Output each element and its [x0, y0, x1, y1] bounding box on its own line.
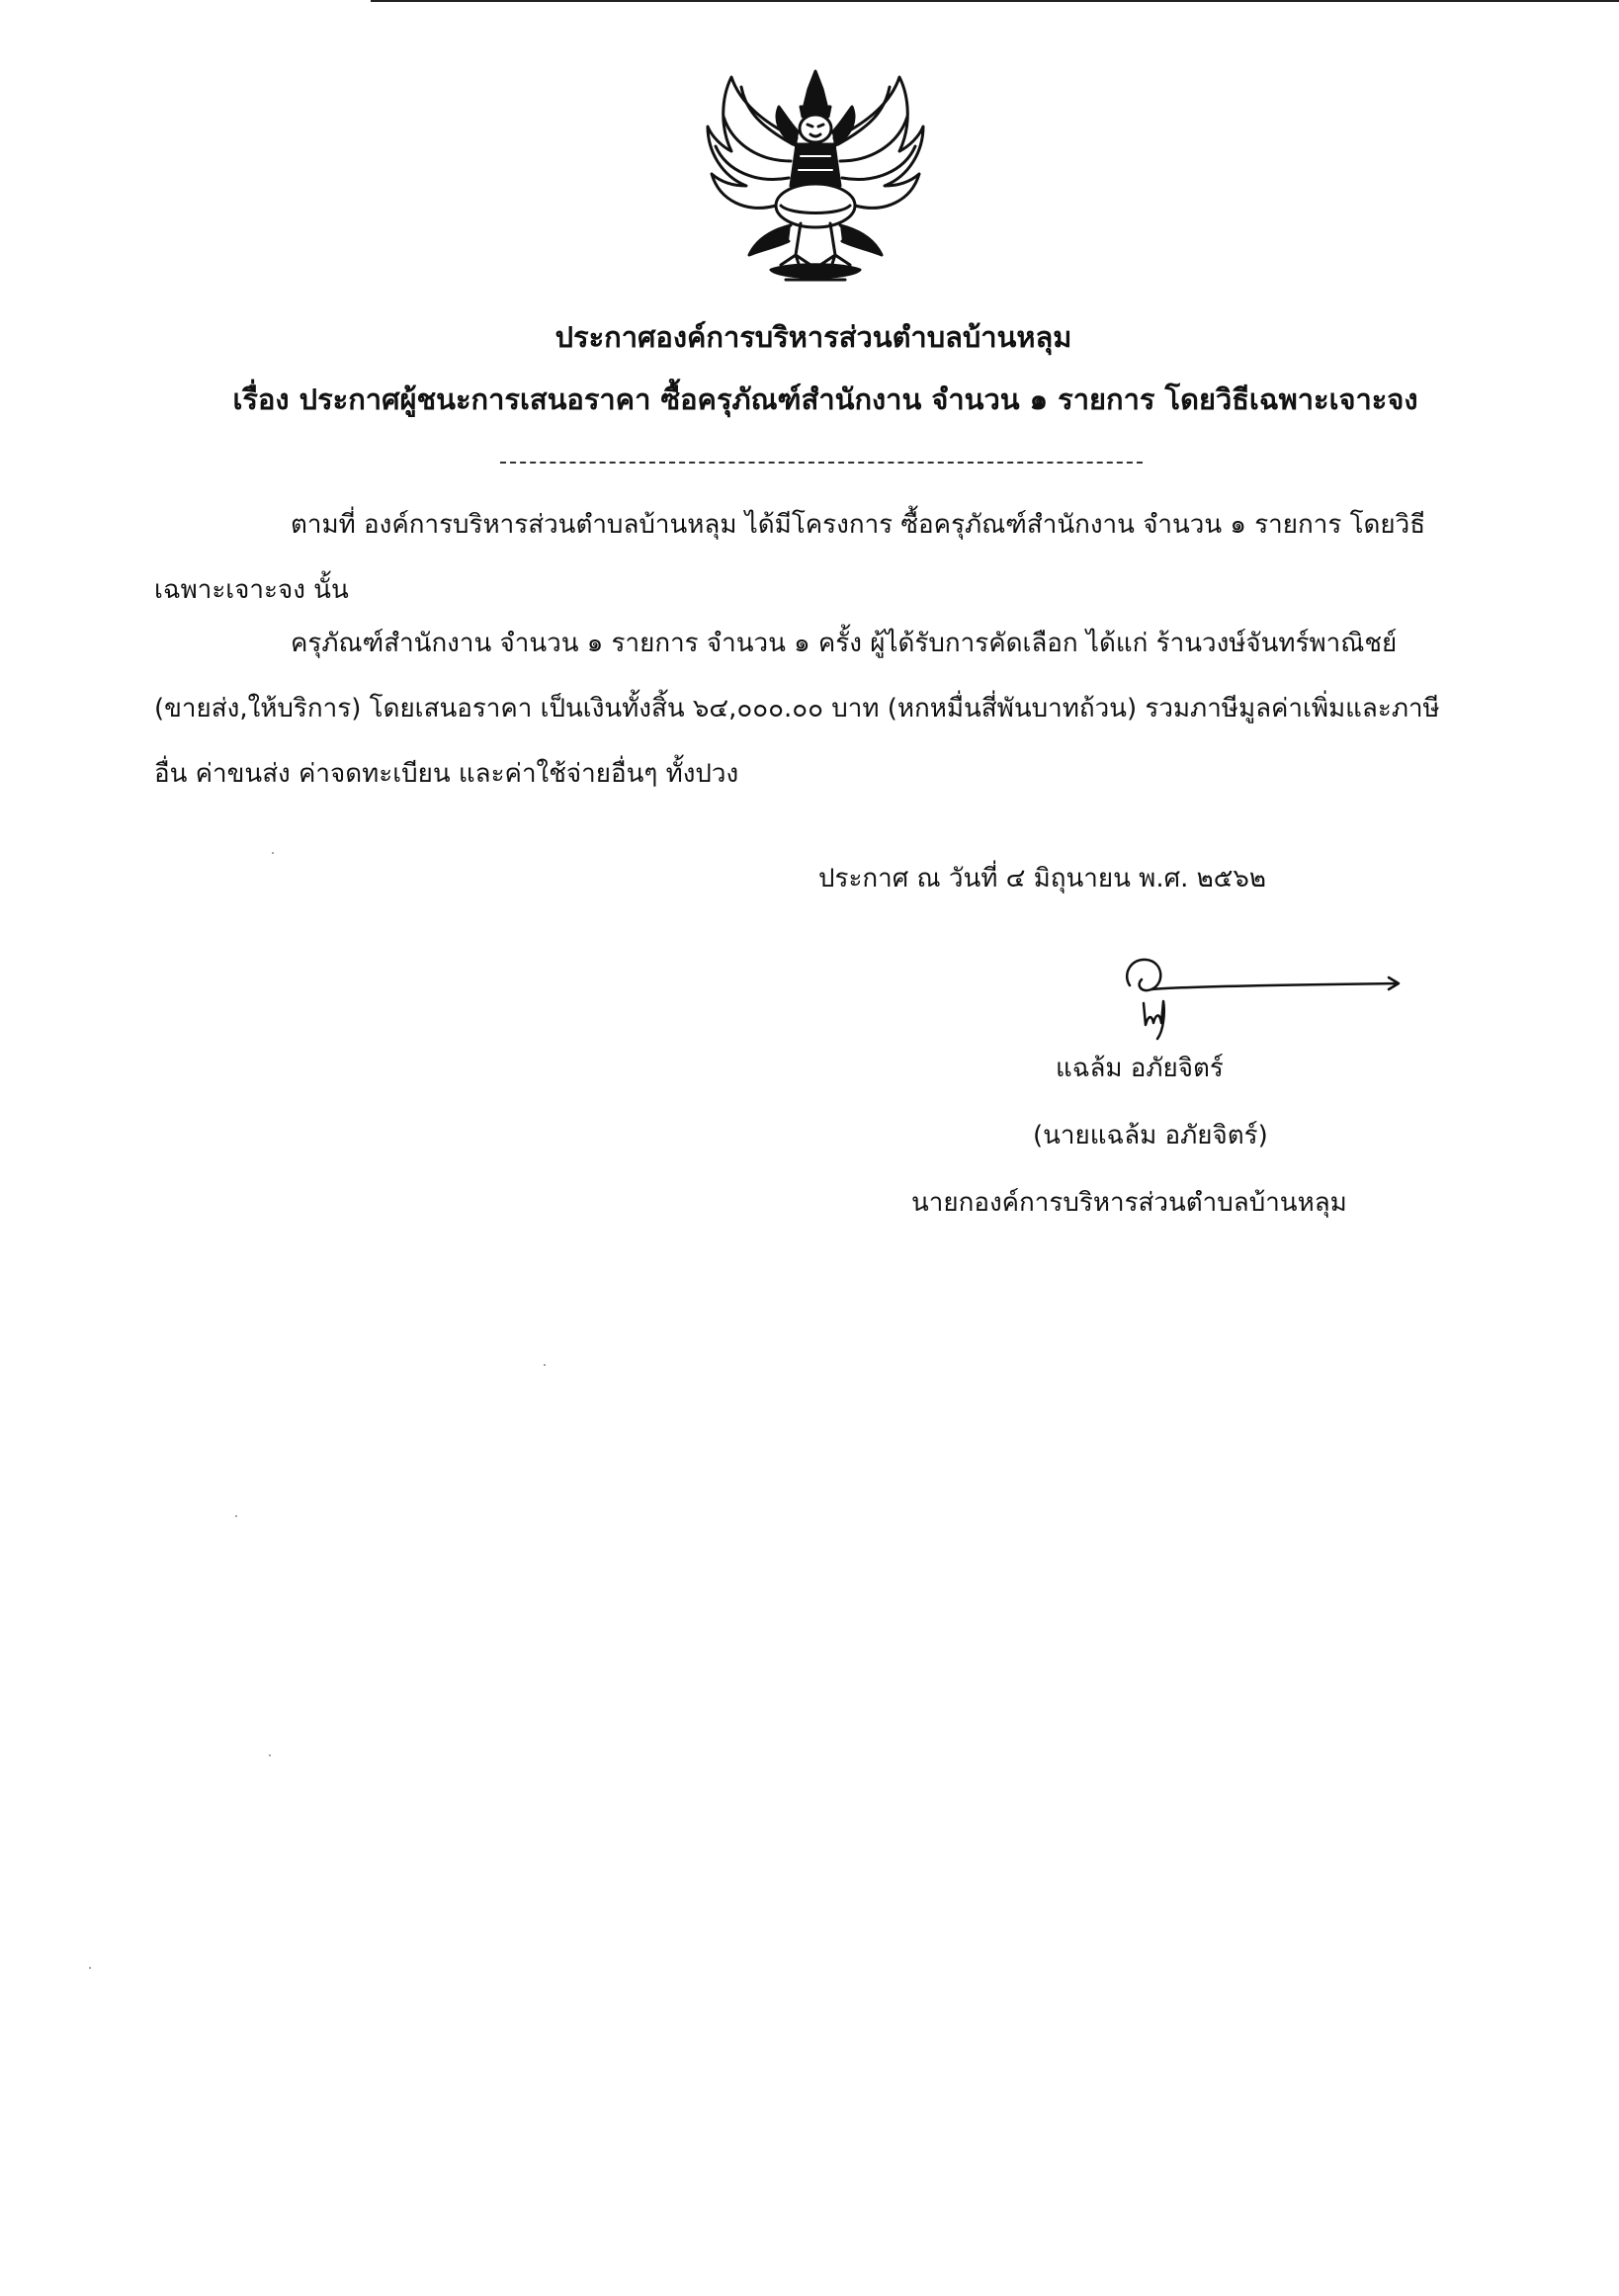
announcement-date: ประกาศ ณ วันที่ ๔ มิถุนายน พ.ศ. ๒๕๖๒: [818, 864, 1267, 893]
scan-speck: [89, 1967, 91, 1969]
body-paragraph-2: [154, 611, 1469, 807]
signer-name-parenthesized: (นายแฉล้ม อภัยจิตร์): [1033, 1121, 1268, 1150]
handwritten-signature: [1092, 944, 1418, 1043]
scan-speck: [235, 1515, 237, 1517]
scan-speck: [544, 1364, 546, 1366]
announcement-title: ประกาศองค์การบริหารส่วนตำบลบ้านหลุม: [554, 320, 1072, 354]
body-paragraph-1-text: ตามที่ องค์การบริหารส่วนตำบลบ้านหลุม ได้มีโครงการ ซื้อครุภัณฑ์สำนักงาน จำนวน ๑ รายการ โดยวิธีเฉพาะเจาะจง นั้น: [154, 510, 1426, 605]
body-paragraph-2-text: ครุภัณฑ์สำนักงาน จำนวน ๑ รายการ จำนวน ๑ ครั้ง ผู้ได้รับการคัดเลือก ได้แก่ ร้านวงษ์จันทร์พาณิชย์ (ขายส่ง,ให้บริการ) โดยเสนอราคา เป็นเงินทั้งสิ้น ๖๔,๐๐๐.๐๐ บาท (หกหมื่นสี่พันบาทถ้วน) รวมภาษีมูลค่าเพิ่มและภาษีอื่น ค่าขนส่ง ค่าจดทะเบียน และค่าใช้จ่ายอื่นๆ ทั้งปวง: [154, 629, 1440, 789]
body-paragraph-1: [154, 492, 1469, 623]
signer-name: แฉล้ม อภัยจิตร์: [1056, 1054, 1224, 1083]
scan-edge-line: [371, 0, 1619, 2]
scan-speck: [269, 1754, 271, 1756]
title-divider: [500, 462, 1143, 464]
garuda-emblem-icon: [702, 67, 929, 290]
announcement-subject: เรื่อง ประกาศผู้ชนะการเสนอราคา ซื้อครุภัณฑ์สำนักงาน จำนวน ๑ รายการ โดยวิธีเฉพาะเจาะจง: [232, 383, 1418, 416]
scan-speck: [272, 852, 274, 854]
signer-position: นายกองค์การบริหารส่วนตำบลบ้านหลุม: [911, 1188, 1347, 1218]
